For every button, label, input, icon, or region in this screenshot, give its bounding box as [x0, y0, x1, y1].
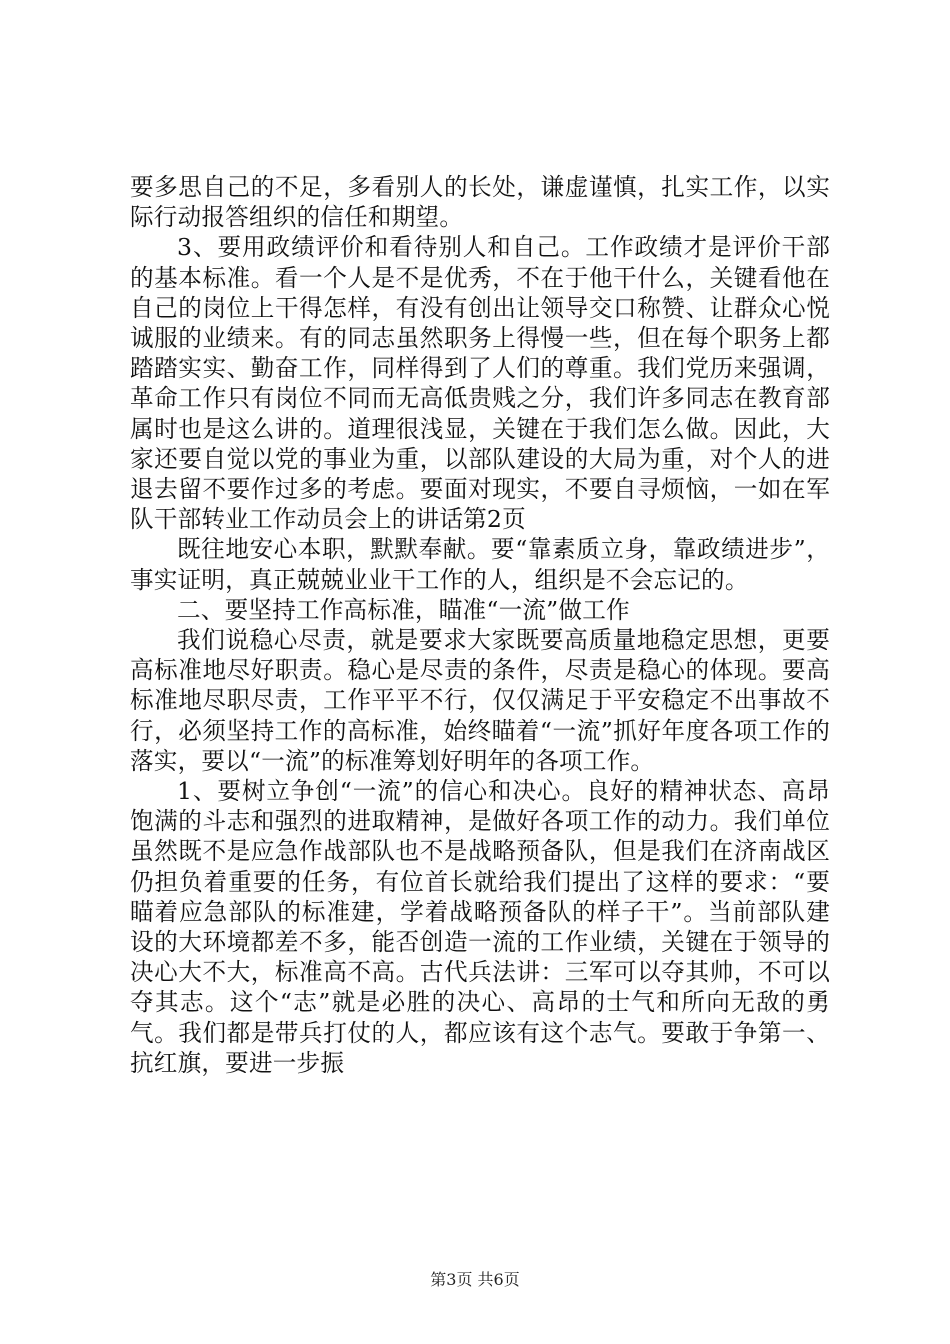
- paragraph: 我们说稳心尽责，就是要求大家既要高质量地稳定思想，更要高标准地尽好职责。稳心是尽责的条件，尽责是稳心的体现。要高标准地尽职尽责，工作平平不行，仅仅满足于平安稳定不出事故不行，必须坚持工作的高标准，始终瞄着“一流”抓好年度各项工作的落实，要以“一流”的标准筹划好明年的各项工作。: [130, 626, 830, 775]
- paragraph: 3、要用政绩评价和看待别人和自己。工作政绩才是评价干部的基本标准。看一个人是不是优秀，不在于他干什么，关键看他在自己的岗位上干得怎样，有没有创出让领导交口称赞、让群众心悦诚服的业绩来。有的同志虽然职务上得慢一些，但在每个职务上都踏踏实实、勤奋工作，同样得到了人们的尊重。我们党历来强调，革命工作只有岗位不同而无高低贵贱之分，我们许多同志在教育部属时也是这么讲的。道理很浅显，关键在于我们怎么做。因此，大家还要自觉以党的事业为重，以部队建设的大局为重，对个人的进退去留不要作过多的考虑。要面对现实，不要自寻烦恼，一如在军队干部转业工作动员会上的讲话第2页: [130, 233, 830, 534]
- document-body: [130, 172, 830, 1078]
- paragraph: 既往地安心本职，默默奉献。要“靠素质立身，靠政绩进步”，事实证明，真正兢兢业业干工作的人，组织是不会忘记的。: [130, 535, 830, 594]
- page-number-footer: 第3页 共6页: [430, 1270, 520, 1289]
- section-heading: 二、要坚持工作高标准，瞄准“一流”做工作: [177, 595, 630, 624]
- paragraph: 要多思自己的不足，多看别人的长处，谦虚谨慎，扎实工作，以实际行动报答组织的信任和期望。: [130, 173, 830, 232]
- paragraph: 1、要树立争创“一流”的信心和决心。良好的精神状态、高昂饱满的斗志和强烈的进取精神，是做好各项工作的动力。我们单位虽然既不是应急作战部队也不是战略预备队，但是我们在济南战区仍担负着重要的任务，有位首长就给我们提出了这样的要求：“要瞄着应急部队的标准建，学着战略预备队的样子干”。当前部队建设的大环境都差不多，能否创造一流的工作业绩，关键在于领导的决心大不大，标准高不高。古代兵法讲：三军可以夺其帅，不可以夺其志。这个“志”就是必胜的决心、高昂的士气和所向无敌的勇气。我们都是带兵打仗的人，都应该有这个志气。要敢于争第一、抗红旗，要进一步振: [130, 777, 830, 1077]
